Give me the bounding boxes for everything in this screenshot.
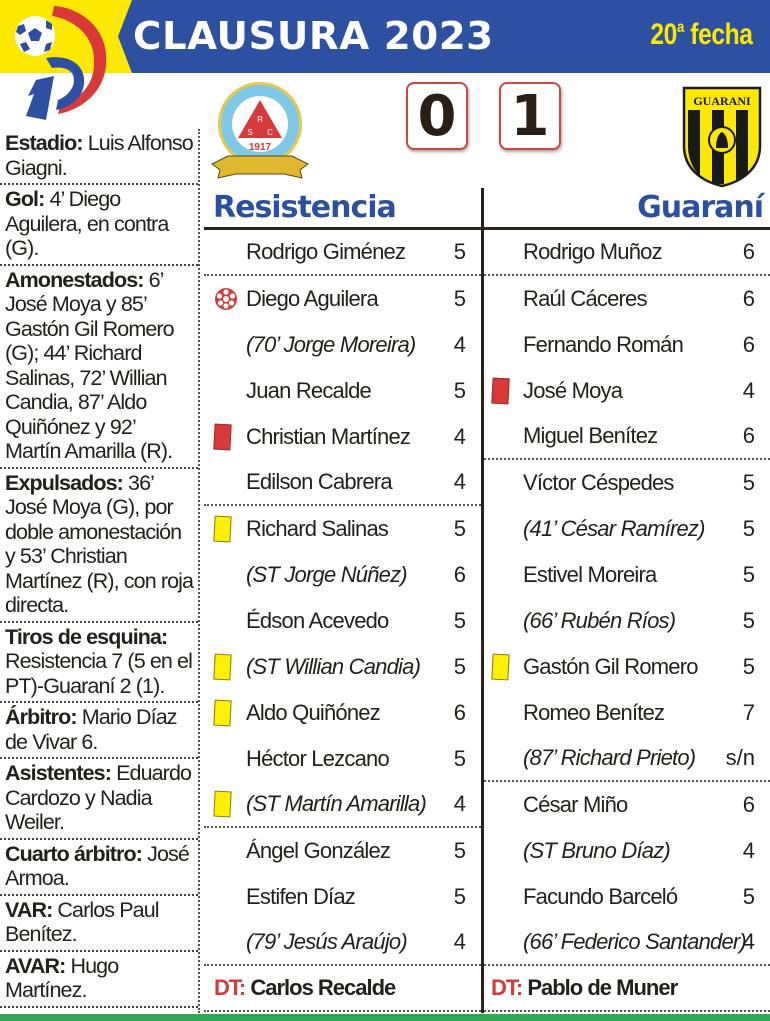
player-rating: 4: [453, 929, 466, 954]
player-rating: 5: [742, 470, 755, 495]
svg-text:GUARANI: GUARANI: [693, 94, 751, 108]
player-name: Édson Acevedo: [246, 608, 389, 633]
player-rating: 5: [453, 838, 466, 863]
player-row: [484, 736, 770, 782]
coach: [214, 975, 395, 1001]
info-text: Eduardo Cardozo y Nadia Weiler.: [5, 761, 192, 834]
svg-text:1917: 1917: [248, 142, 272, 153]
coach: [491, 975, 677, 1001]
player-name: Diego Aguilera: [246, 286, 378, 311]
player-row: [484, 322, 770, 368]
substitute-name: (66’ Rubén Ríos): [523, 608, 676, 633]
info-text: Resistencia 7 (5 en el PT)-Guaraní 2 (1).: [5, 649, 192, 698]
substitute-name: (79’ Jesús Araújo): [246, 929, 407, 954]
player-row: [204, 460, 481, 506]
player-row: [484, 368, 770, 414]
player-rating: 4: [742, 838, 755, 863]
info-text: Carlos Paul Benítez.: [5, 897, 159, 946]
player-row: [484, 874, 770, 920]
info-label: Tiros de esquina:: [5, 624, 168, 649]
match-info-sidebar: [0, 129, 200, 1013]
red-card-icon: [213, 424, 231, 451]
player-rating: 5: [453, 516, 466, 541]
info-text: 4’ Diego Aguilera, en contra (G).: [5, 187, 169, 260]
info-avar: [0, 952, 198, 1008]
player-row: [204, 552, 481, 598]
player-name: Fernando Román: [523, 332, 684, 357]
info-label: Expulsados:: [5, 470, 123, 495]
substitute-name: (ST Willian Candia): [246, 654, 421, 679]
round-ordinal: a: [676, 19, 684, 36]
info-text: José Armoa.: [5, 841, 189, 890]
info-referee: [0, 703, 198, 759]
info-goal: [0, 185, 198, 266]
substitute-name: (41’ César Ramírez): [523, 516, 705, 541]
home-lineup: [204, 230, 481, 1012]
player-name: Richard Salinas: [246, 516, 389, 541]
player-name: Gastón Gil Romero: [523, 654, 698, 679]
player-rating: 4: [453, 791, 466, 816]
info-label: Árbitro:: [5, 705, 77, 729]
player-row: [484, 552, 770, 598]
info-fourth-official: [0, 840, 198, 896]
player-row: [484, 828, 770, 874]
player-row: [204, 736, 481, 782]
round-label: [650, 18, 752, 52]
coach-name: Pablo de Muner: [522, 975, 678, 1000]
info-bookings: [0, 266, 198, 469]
player-name: César Miño: [523, 792, 628, 817]
info-text: Luis Alfonso Giagni.: [5, 131, 193, 180]
player-row: [484, 782, 770, 828]
player-rating: 5: [742, 516, 755, 541]
player-rating: 5: [742, 654, 755, 679]
player-rating: 6: [742, 332, 755, 357]
guarani-crest-icon: [680, 82, 764, 188]
player-row: [484, 644, 770, 690]
player-rating: 6: [742, 423, 755, 448]
player-row: [484, 414, 770, 460]
player-name: Víctor Céspedes: [523, 470, 674, 495]
away-team-name: Guaraní: [637, 190, 763, 225]
player-name: Juan Recalde: [246, 378, 371, 403]
svg-text:C: C: [267, 128, 273, 137]
player-row: [204, 644, 481, 690]
home-team-name: Resistencia: [213, 190, 396, 225]
player-row: [204, 874, 481, 920]
player-rating: 5: [742, 608, 755, 633]
info-label: Asistentes:: [5, 761, 111, 785]
player-rating: 5: [453, 884, 466, 909]
player-row: [204, 690, 481, 736]
player-row: [204, 828, 481, 874]
player-rating: 5: [453, 608, 466, 633]
tournament-title: CLAUSURA 2023: [133, 14, 494, 58]
player-row: [484, 276, 770, 322]
player-rating: 5: [453, 286, 466, 311]
player-rating: 5: [453, 746, 466, 771]
player-row: [204, 368, 481, 414]
substitute-name: (70’ Jorge Moreira): [246, 332, 416, 357]
info-text: Hugo Martínez.: [5, 953, 119, 1002]
yellow-card-icon: [213, 791, 231, 818]
player-rating: 6: [742, 792, 755, 817]
info-label: VAR:: [5, 897, 53, 922]
player-rating: 5: [742, 884, 755, 909]
info-sendoffs: [0, 469, 198, 623]
player-name: José Moya: [523, 378, 623, 403]
info-text: Mario Díaz de Vivar 6.: [5, 705, 177, 754]
player-row: [204, 598, 481, 644]
info-label: Estadio:: [5, 131, 83, 155]
home-score: 0: [406, 82, 468, 150]
player-name: Ángel González: [246, 838, 391, 863]
yellow-card-icon: [213, 516, 231, 543]
player-row: [484, 460, 770, 506]
info-var: [0, 896, 198, 952]
coach-row: [484, 966, 770, 1012]
info-label: Gol:: [5, 187, 45, 211]
player-rating: 4: [742, 378, 755, 403]
player-row: [484, 230, 770, 276]
coach-row: [204, 966, 481, 1012]
player-row: [204, 322, 481, 368]
player-name: Romeo Benítez: [523, 700, 665, 725]
player-rating: 4: [453, 332, 466, 357]
player-name: Facundo Barceló: [523, 884, 678, 909]
info-assistants: [0, 759, 198, 840]
away-score: 1: [499, 82, 561, 150]
player-row: [204, 782, 481, 828]
substitute-name: (ST Jorge Núñez): [246, 562, 407, 587]
info-label: Cuarto árbitro:: [5, 841, 143, 866]
info-label: Amonestados:: [5, 267, 144, 292]
player-rating: 4: [742, 929, 755, 954]
player-row: [204, 230, 481, 276]
player-name: Estivel Moreira: [523, 562, 657, 587]
player-rating: s/n: [725, 745, 755, 770]
svg-text:S: S: [247, 128, 253, 137]
coach-label: DT:: [214, 975, 246, 1000]
svg-text:R: R: [257, 115, 263, 124]
player-rating: 6: [742, 239, 755, 264]
info-text: 6’ José Moya y 85’ Gastón Gil Romero (G); 44’ Richard Salinas, 72’ Willian Candia, 87’ Aldo Quiñónez y 92’ Martín Amarilla (R).: [5, 267, 174, 463]
coach-label: DT:: [491, 975, 523, 1000]
substitute-name: (ST Bruno Díaz): [523, 838, 670, 863]
yellow-card-icon: [213, 654, 231, 681]
player-rating: 7: [742, 700, 755, 725]
player-name: Rodrigo Giménez: [246, 239, 406, 264]
player-name: Raúl Cáceres: [523, 286, 647, 311]
player-rating: 6: [742, 286, 755, 311]
resistencia-crest-icon: [208, 80, 312, 184]
info-label: AVAR:: [5, 953, 66, 978]
yellow-card-icon: [213, 700, 231, 727]
player-rating: 4: [453, 469, 466, 494]
info-stadium: [0, 129, 198, 185]
player-name: Aldo Quiñónez: [246, 700, 380, 725]
info-corners: [0, 623, 198, 704]
player-rating: 5: [742, 562, 755, 587]
footer-green-bar: [0, 1014, 770, 1021]
player-rating: 6: [453, 700, 466, 725]
info-text: 36’ José Moya (G), por doble amonestación y 53’ Christian Martínez (R), con roja directa.: [5, 470, 194, 617]
round-number: 20: [649, 18, 677, 51]
player-row: [484, 598, 770, 644]
yellow-card-icon: [491, 654, 509, 681]
red-card-icon: [491, 378, 509, 405]
player-rating: 5: [453, 654, 466, 679]
substitute-name: (66’ Federico Santander): [523, 929, 746, 954]
substitute-name: (87’ Richard Prieto): [523, 745, 696, 770]
player-rating: 4: [453, 424, 466, 449]
substitute-name: (ST Martín Amarilla): [246, 791, 426, 816]
coach-name: Carlos Recalde: [245, 975, 396, 1000]
player-name: Estifen Díaz: [246, 884, 356, 909]
player-row: [204, 276, 481, 322]
player-rating: 6: [453, 562, 466, 587]
player-row: [204, 506, 481, 552]
round-word: fecha: [689, 18, 752, 51]
player-name: Héctor Lezcano: [246, 746, 389, 771]
player-row: [204, 920, 481, 966]
player-row: [484, 920, 770, 966]
away-lineup: [484, 230, 770, 1012]
soccer-ball-icon: [214, 287, 238, 311]
player-row: [484, 506, 770, 552]
player-name: Rodrigo Muñoz: [523, 239, 662, 264]
player-row: [204, 414, 481, 460]
player-name: Edilson Cabrera: [246, 469, 392, 494]
player-name: Christian Martínez: [246, 424, 411, 449]
player-rating: 5: [453, 378, 466, 403]
league-logo-icon: [6, 2, 112, 120]
player-rating: 5: [453, 239, 466, 264]
player-row: [484, 690, 770, 736]
player-name: Miguel Benítez: [523, 423, 658, 448]
